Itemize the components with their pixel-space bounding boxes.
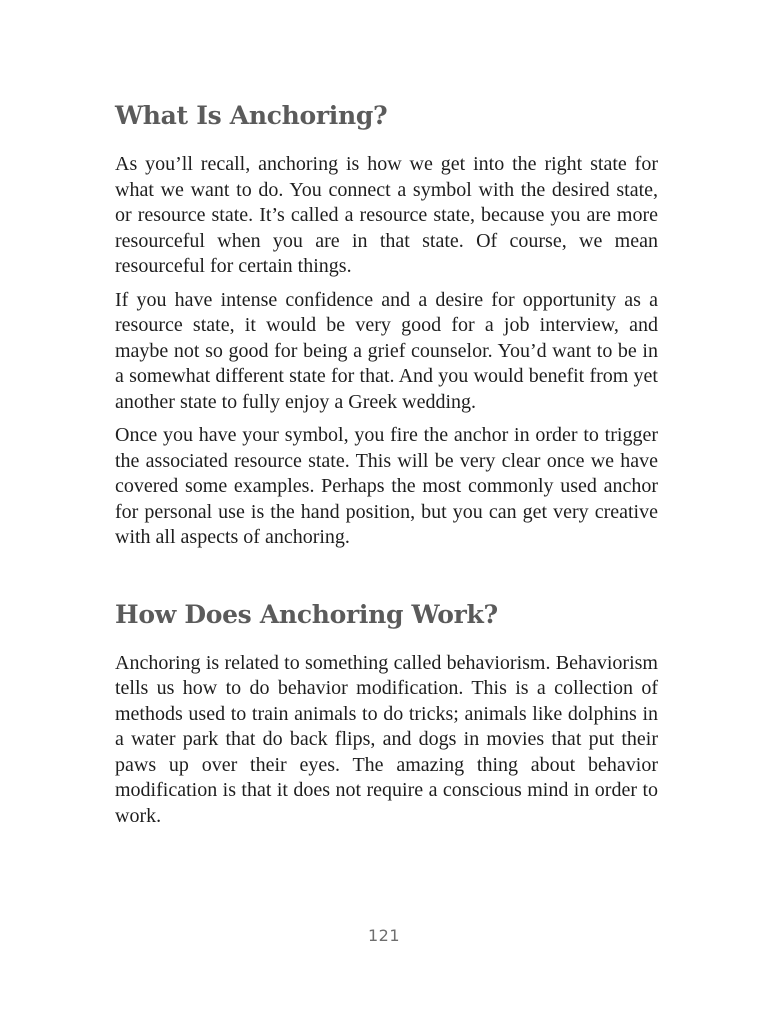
section-heading: How Does Anchoring Work? xyxy=(115,599,498,629)
section-how-does-anchoring-work xyxy=(115,595,658,830)
paragraph: Once you have your symbol, you fire the anchor in order to trigger the associated resource state. This will be very clear once we have covered some examples. Perhaps the most commonly used anchor for personal use is the hand position, but you can get very creative with all aspects of anchoring. xyxy=(115,424,658,548)
page-number: 121 xyxy=(367,926,401,945)
paragraph: As you’ll recall, anchoring is how we get into the right state for what we want to do. You connect a symbol with the desired state, or resource state. It’s called a resource state, because you are more resourceful when you are in that state. Of course, we mean resourceful for certain things. xyxy=(115,153,658,277)
section-what-is-anchoring xyxy=(115,96,658,551)
section-heading: What Is Anchoring? xyxy=(115,101,388,130)
paragraph: Anchoring is related to something called behaviorism. Behaviorism tells us how to do behavior modification. This is a collection of methods used to train animals to do tricks; animals like dolphins in a water park that do back flips, and dogs in movies that put their paws up over their eyes. The amazing thing about behavior modification is that it does not require a conscious mind in order to work. xyxy=(115,651,658,827)
page-content xyxy=(115,96,658,837)
paragraph: If you have intense confidence and a desire for opportunity as a resource state, it would be very good for a job interview, and maybe not so good for being a grief counselor. You’d want to be in a somewhat different state for that. And you would benefit from yet another state to fully enjoy a Greek wedding. xyxy=(115,288,658,413)
